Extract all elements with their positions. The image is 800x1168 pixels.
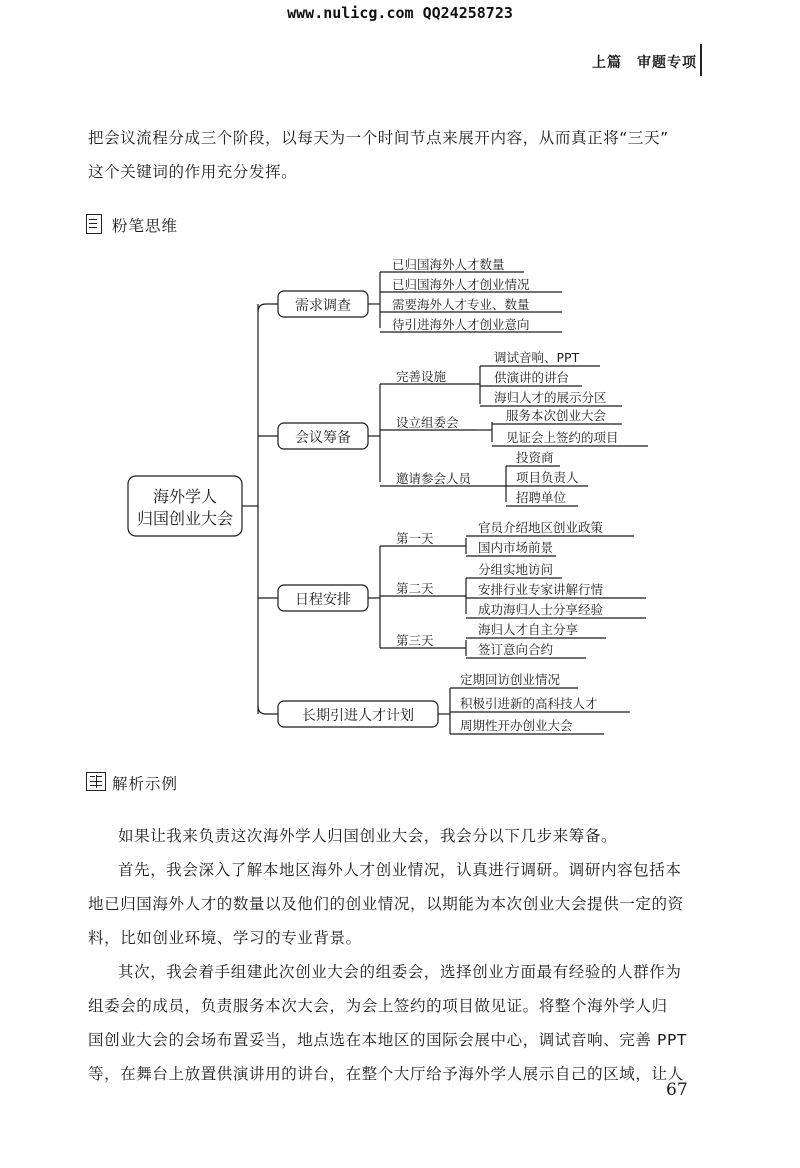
leaf: 安排行业专家讲解行情 — [478, 582, 604, 597]
analysis-line: 首先，我会深入了解本地区海外人才创业情况，认真进行调研。调研内容包括本 — [118, 861, 682, 879]
branch-label-3: 日程安排 — [295, 592, 351, 608]
leaf: 已归国海外人才创业情况 — [392, 277, 530, 292]
branch-label-4: 长期引进人才计划 — [302, 708, 414, 724]
analysis-line: 料，比如创业环境、学习的专业背景。 — [88, 929, 362, 947]
mindmap-heading: 粉笔思维 — [112, 217, 179, 235]
leaf: 待引进海外人才创业意向 — [392, 317, 530, 332]
leaf: 见证会上签约的项目 — [506, 430, 619, 445]
analysis-line: 国创业大会的会场布置妥当，地点选在本地区的国际会展中心，调试音响、完善 PPT — [88, 1031, 687, 1049]
intro-line-2: 这个关键词的作用充分发挥。 — [88, 163, 298, 181]
leaf: 成功海归人士分享经验 — [478, 602, 604, 617]
watermark: www.nulicg.com QQ24258723 — [287, 4, 513, 22]
analysis-line: 如果让我来负责这次海外学人归国创业大会，我会分以下几步来筹备。 — [118, 827, 618, 845]
branch-label-1: 需求调查 — [295, 298, 351, 314]
leaf: 官员介绍地区创业政策 — [478, 520, 604, 535]
leaf: 投资商 — [516, 450, 554, 465]
leaf: 周期性开办创业大会 — [460, 718, 573, 733]
analysis-heading: 解析示例 — [112, 775, 179, 793]
leaf: 招聘单位 — [516, 490, 567, 505]
leaf: 需要海外人才专业、数量 — [392, 297, 530, 312]
leaf: 海归人才的展示分区 — [494, 390, 607, 405]
root-label-2: 归国创业大会 — [136, 509, 234, 528]
sub-label: 设立组委会 — [396, 415, 459, 430]
leaf: 服务本次创业大会 — [506, 408, 607, 423]
sub-label: 第三天 — [396, 633, 434, 648]
page-number: 67 — [666, 1080, 688, 1100]
analysis-line: 等，在舞台上放置供演讲用的讲台，在整个大厅给予海外学人展示自己的区域，让人 — [88, 1065, 684, 1083]
sub-label: 第一天 — [396, 531, 434, 546]
leaf: 国内市场前景 — [478, 540, 554, 555]
leaf: 供演讲的讲台 — [494, 370, 570, 385]
leaf: 定期回访创业情况 — [460, 672, 561, 687]
leaf: 已归国海外人才数量 — [392, 257, 505, 272]
leaf: 分组实地访问 — [478, 562, 554, 577]
analysis-line: 组委会的成员，负责服务本次大会，为会上签约的项目做见证。将整个海外学人归 — [88, 997, 668, 1015]
analysis-line: 其次，我会着手组建此次创业大会的组委会，选择创业方面最有经验的人群作为 — [118, 963, 682, 981]
analysis-icon — [86, 772, 106, 791]
leaf: 调试音响、PPT — [494, 350, 580, 365]
intro-line-1: 把会议流程分成三个阶段，以每天为一个时间节点来展开内容，从而真正将“三天” — [88, 129, 669, 147]
branch-label-2: 会议筹备 — [295, 430, 351, 446]
leaf: 签订意向合约 — [478, 642, 554, 657]
analysis-line: 地已归国海外人才的数量以及他们的创业情况，以期能为本次创业大会提供一定的资 — [88, 895, 684, 913]
sub-label: 第二天 — [396, 581, 434, 596]
leaf: 项目负责人 — [516, 470, 579, 485]
root-label-1: 海外学人 — [152, 487, 218, 506]
sub-label: 邀请参会人员 — [396, 471, 472, 486]
running-header: 上篇 审题专项 — [592, 55, 697, 71]
sub-label: 完善设施 — [396, 369, 447, 384]
leaf: 海归人才自主分享 — [478, 622, 579, 637]
leaf: 积极引进新的高科技人才 — [460, 696, 598, 711]
